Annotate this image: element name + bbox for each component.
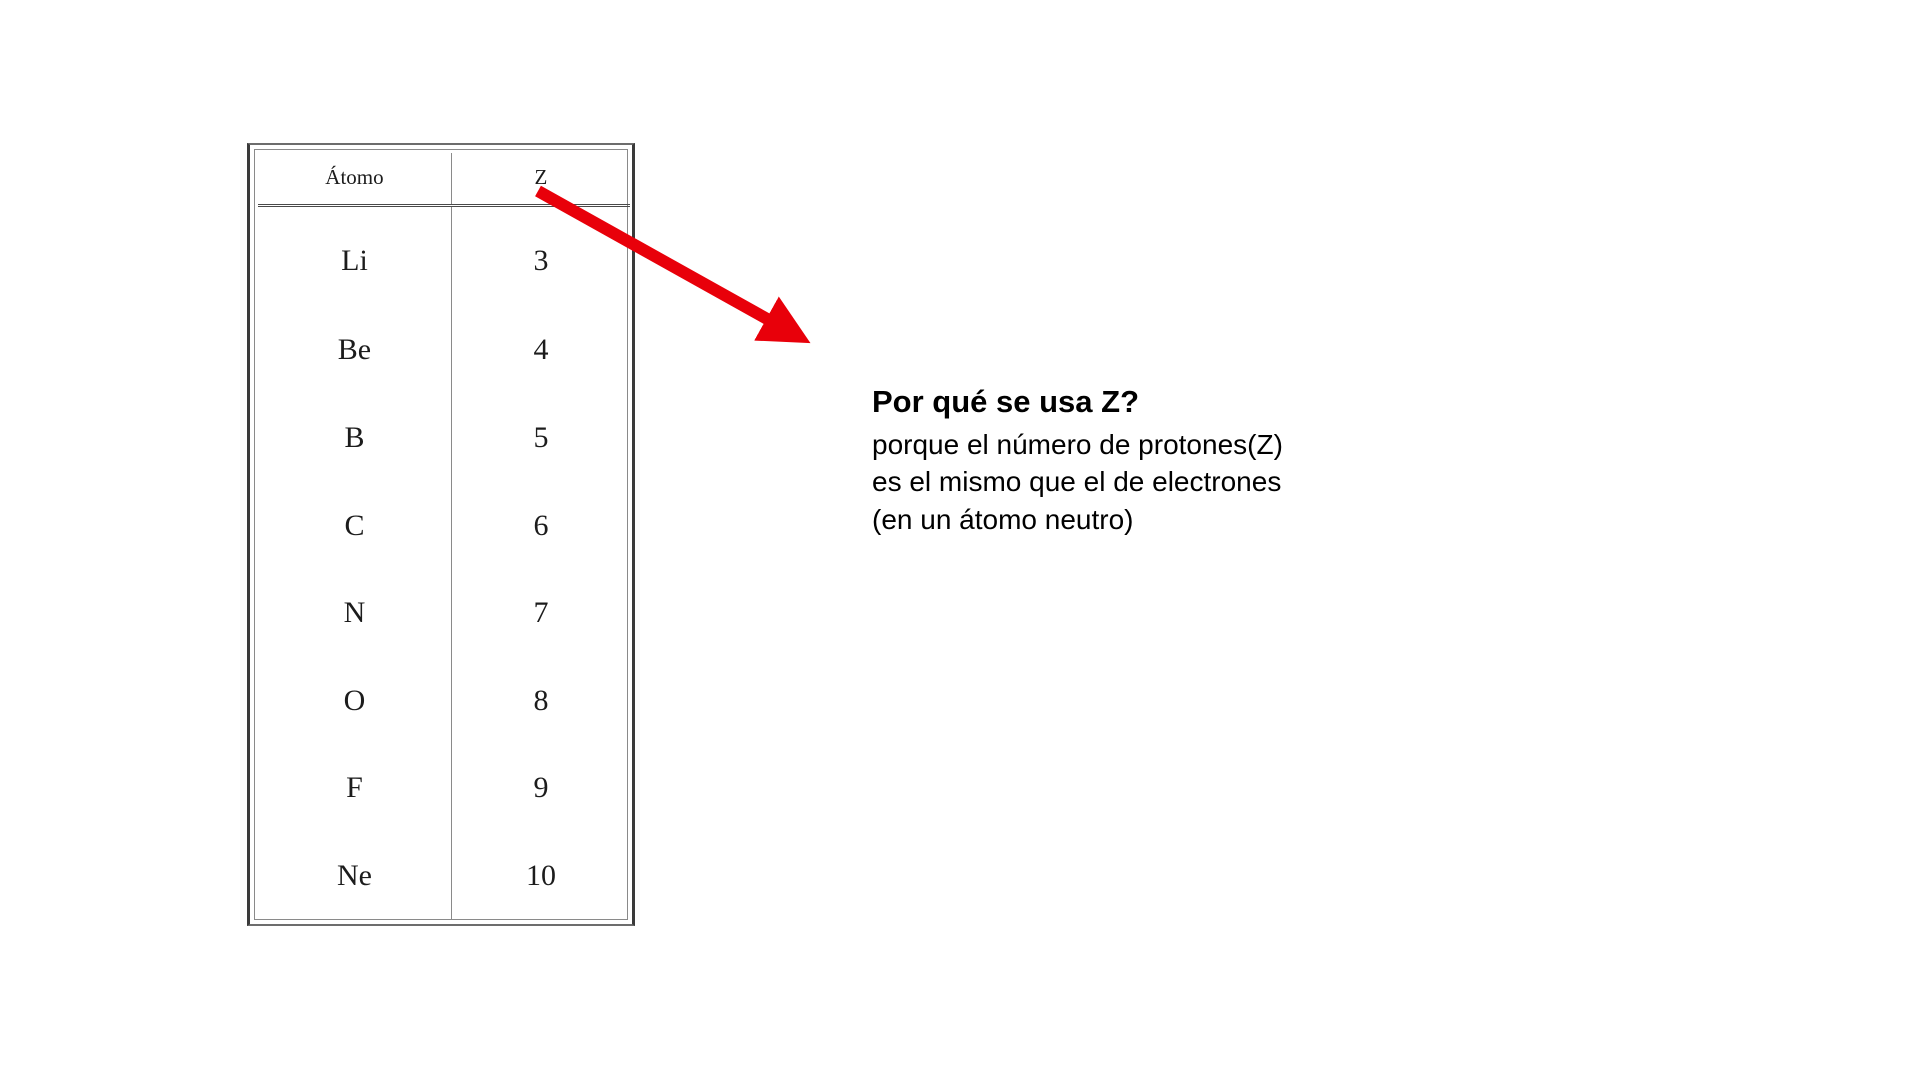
cell-atom: B — [258, 394, 451, 482]
cell-z: 7 — [533, 596, 549, 630]
table-row — [258, 657, 630, 745]
cell-z: 10 — [525, 859, 556, 893]
cell-z: 5 — [533, 420, 549, 454]
cell-z: 9 — [533, 771, 549, 805]
cell-atom: F — [258, 745, 451, 833]
explanation-line-2: es el mismo que el de electrones — [872, 466, 1282, 498]
explanation-line-1: porque el número de protones(Z) — [872, 428, 1283, 460]
column-header-atom: Átomo — [258, 153, 451, 206]
cell-atom: N — [258, 569, 451, 657]
cell-atom: Ne — [258, 832, 451, 920]
table-row — [258, 569, 630, 657]
table-row — [258, 482, 630, 570]
cell-z: 3 — [533, 244, 549, 278]
explanation-line-3: (en un átomo neutro) — [872, 503, 1134, 535]
table-row — [258, 832, 630, 920]
explanation-headline: Por qué se usa Z? — [872, 384, 1140, 419]
cell-atom: Li — [258, 206, 451, 307]
cell-atom: O — [258, 657, 451, 745]
red-arrow-icon — [530, 185, 860, 355]
cell-atom: Be — [258, 306, 451, 394]
explanation-text-block — [872, 382, 1572, 538]
cell-z: 4 — [533, 333, 549, 367]
column-header-z: Z — [451, 153, 630, 206]
cell-z: 8 — [533, 683, 549, 717]
cell-atom: C — [258, 482, 451, 570]
table-row — [258, 745, 630, 833]
table-row — [258, 394, 630, 482]
cell-z: 6 — [533, 508, 549, 542]
